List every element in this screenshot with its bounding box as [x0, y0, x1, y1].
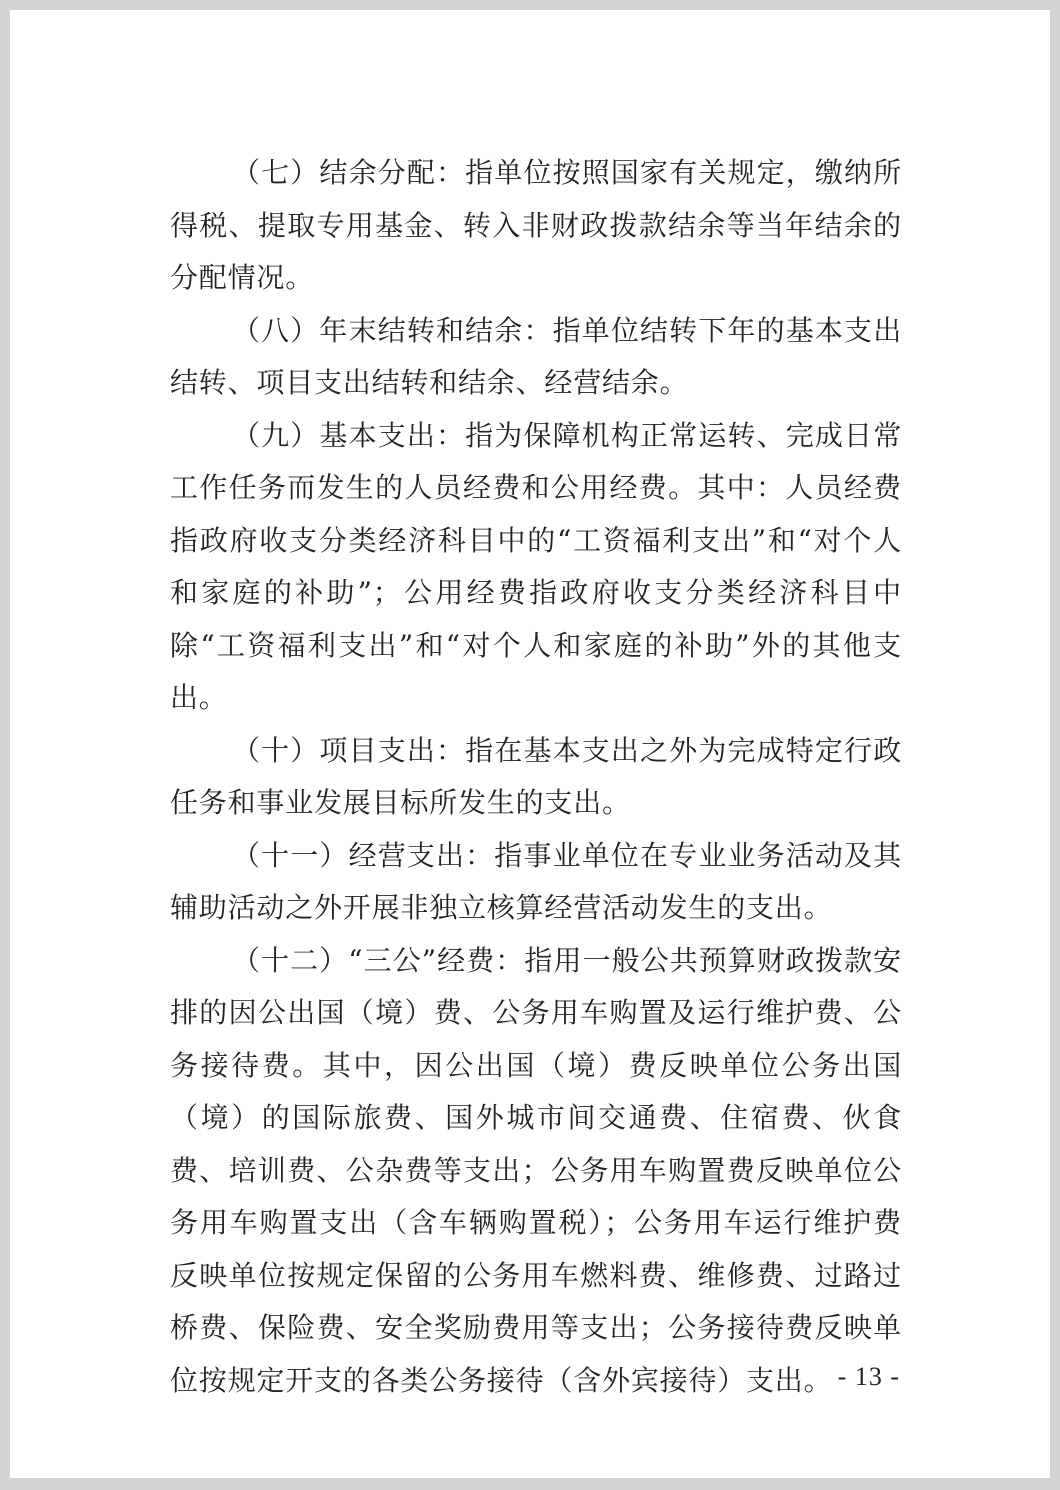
- page-number: - 13 -: [837, 1362, 900, 1391]
- paragraph-basic-expenditure: （九）基本支出：指为保障机构正常运转、完成日常工作任务而发生的人员经费和公用经费。其中：人员经费指政府收支分类经济科目中的“工资福利支出”和“对个人和家庭的补助”；公用经费指政府收支分类经济科目中除“工资福利支出”和“对个人和家庭的补助”外的其他支出。: [170, 418, 902, 714]
- paragraph-operating-expenditure: （十一）经营支出：指事业单位在专业业务活动及其辅助活动之外开展非独立核算经营活动发生的支出。: [170, 838, 902, 924]
- paragraph-surplus-distribution: （七）结余分配：指单位按照国家有关规定，缴纳所得税、提取专用基金、转入非财政拨款结余等当年结余的分配情况。: [170, 156, 902, 294]
- paragraph-project-expenditure: （十）项目支出：指在基本支出之外为完成特定行政任务和事业发展目标所发生的支出。: [170, 733, 902, 819]
- paragraph-three-public-expenses: （十二）“三公”经费：指用一般公共预算财政拨款安排的因公出国（境）费、公务用车购置及运行维护费、公务接待费。其中，因公出国（境）费反映单位公务出国（境）的国际旅费、国外城市间交通费、住宿费、伙食费、培训费、公杂费等支出；公务用车购置费反映单位公务用车购置支出（含车辆购置税）；公务用车运行维护费反映单位按规定保留的公务用车燃料费、维修费、过路过桥费、保险费、安全奖励费用等支出；公务接待费反映单位按规定开支的各类公务接待（含外宾接待）支出。: [170, 943, 902, 1397]
- document-body: [170, 147, 902, 1407]
- document-page: [10, 10, 1050, 1478]
- paragraph-year-end-carryover: （八）年末结转和结余：指单位结转下年的基本支出结转、项目支出结转和结余、经营结余。: [170, 313, 902, 399]
